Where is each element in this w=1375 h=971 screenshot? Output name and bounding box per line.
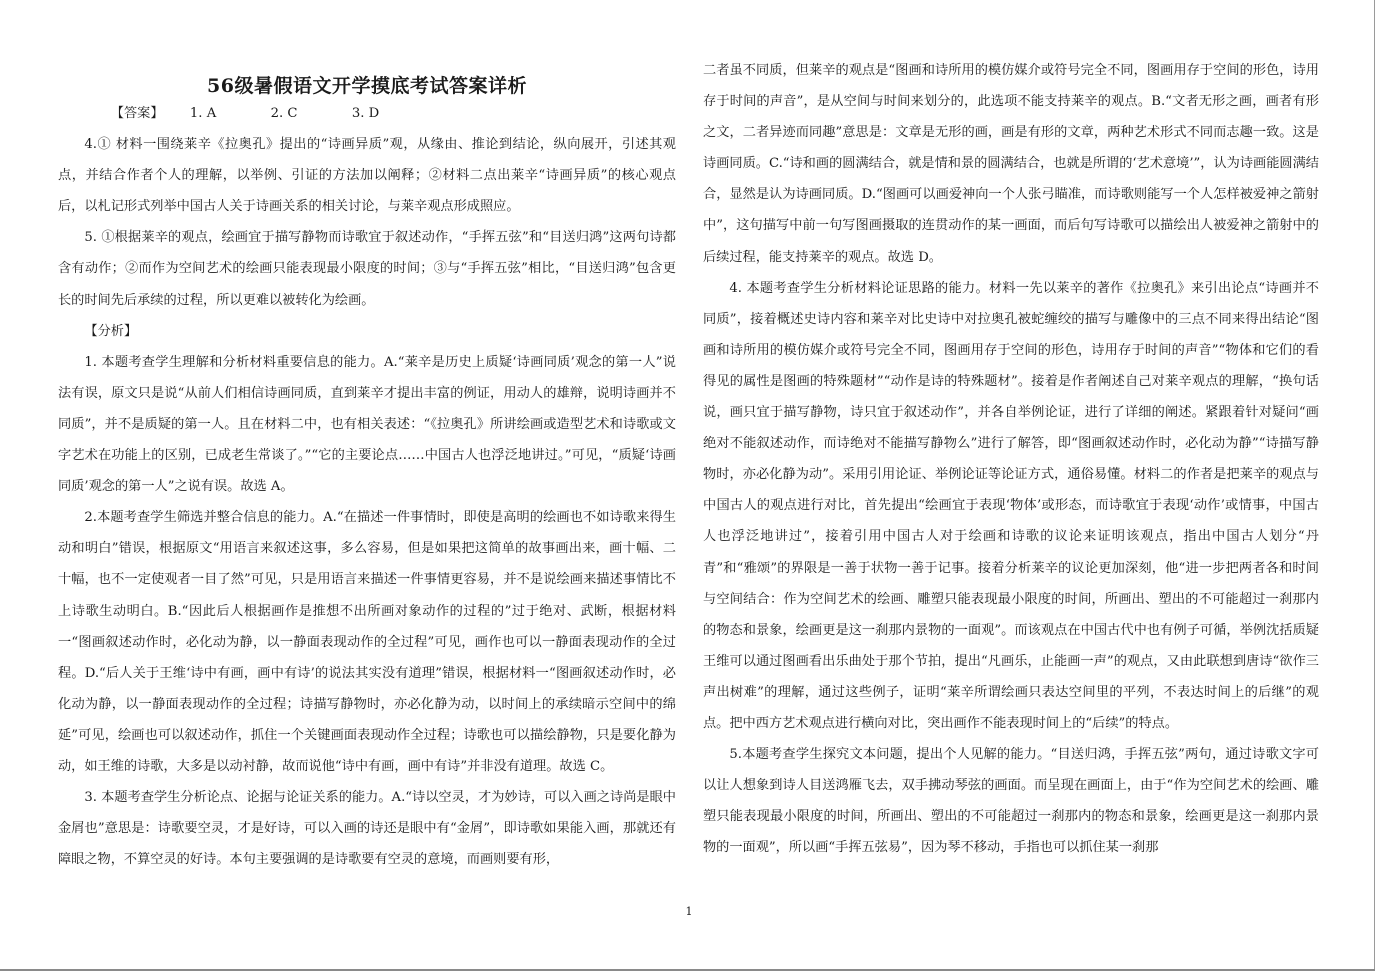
answer-label: 【答案】	[110, 106, 164, 121]
paragraph-analysis-2: 2.本题考查学生筛选并整合信息的能力。A.“在描述一件事情时，即使是高明的绘画也不如诗歌来得生动和明白”错误，根据原文“用语言来叙述这事，多么容易，但是如果把这简单的故事画出来，画十幅、二十幅，也不一定使观者一目了然”可见，只是用语言来描述一件事情更容易，并不是说绘画来描述事情比不上诗歌生动明白。B.“因此后人根据画作是推想不出所画对象动作的过程的”过于绝对、武断，根据材料一“图画叙述动作时，必化动为静，以一静面表现动作的全过程”可见，画作也可以一静面表现动作的全过程。D.“后人关于王维‘诗中有画，画中有诗’的说法其实没有道理”错误，根据材料一“图画叙述动作时，必化动为静，以一静面表现动作的全过程；诗描写静物时，亦必化静为动，以时间上的承续暗示空间中的绵延”可见，绘画也可以叙述动作，抓住一个关键画面表现动作全过程；诗歌也可以描绘静物，只是要化静为动，如王维的诗歌，大多是以动衬静，故而说他“诗中有画，画中有诗”并非没有道理。故选 C。	[58, 510, 676, 774]
left-column	[58, 98, 676, 875]
answer-item-1: 1. A	[189, 106, 217, 121]
analysis-heading: 【分析】	[84, 323, 138, 339]
answer-item-2: 2. C	[270, 106, 298, 121]
page-title: 56级暑假语文开学摸底考试答案详析	[207, 74, 527, 97]
paragraph-answer-4: 4.① 材料一围绕莱辛《拉奥孔》提出的“诗画异质”观，从缘由、推论到结论，纵向展开，引述其观点，并结合作者个人的理解，以举例、引证的方法加以阐释；②材料二点出莱辛“诗画异质”的核心观点后，以札记形式列举中国古人关于诗画关系的相关讨论，与莱辛观点形成照应。	[58, 137, 676, 215]
paragraph-analysis-3-continued: 二者虽不同质，但莱辛的观点是“图画和诗所用的模仿媒介或符号完全不同，图画用存于空间的形色，诗用存于时间的声音”，是从空间与时间来划分的，此选项不能支持莱辛的观点。B.“文者无形之画，画者有形之文，二者异迹而同趣”意思是：文章是无形的画，画是有形的文章，两种艺术形式不同而志趣一致。这是诗画同质。C.“诗和画的圆满结合，就是情和景的圆满结合，也就是所谓的‘艺术意境’”，认为诗画能圆满结合，显然是认为诗画同质。D.“图画可以画爱神向一个人张弓瞄准，而诗歌则能写一个人怎样被爱神之箭射中”，这句描写中前一句写图画摄取的连贯动作的某一画面，而后句写诗歌可以描绘出人被爱神之箭射中的后续过程，能支持莱辛的观点。故选 D。	[703, 63, 1319, 265]
right-column	[703, 55, 1319, 863]
paragraph-analysis-5: 5.本题考查学生探究文本问题，提出个人见解的能力。“目送归鸿，手挥五弦”两句，通过诗歌文字可以让人想象到诗人目送鸿雁飞去，双手拂动琴弦的画面。而呈现在画面上，由于“作为空间艺术的绘画、雕塑只能表现最小限度的时间，所画出、塑出的不可能超过一刹那内的物态和景象，绘画更是这一刹那内景物的一面观”，所以画“手挥五弦易”，因为琴不移动，手指也可以抓住某一刹那	[703, 747, 1319, 856]
paragraph-analysis-3: 3. 本题考查学生分析论点、论据与论证关系的能力。A.“诗以空灵，才为妙诗，可以入画之诗尚是眼中金屑也”意思是：诗歌要空灵，才是好诗，可以入画的诗还是眼中有“金屑”，即诗歌如果能入画，那就还有障眼之物，不算空灵的好诗。本句主要强调的是诗歌要有空灵的意境，而画则要有形，	[58, 790, 676, 868]
answer-line	[58, 98, 676, 129]
answer-item-3: 3. D	[351, 106, 380, 121]
paragraph-analysis-1: 1. 本题考查学生理解和分析材料重要信息的能力。A.“莱辛是历史上质疑‘诗画同质’观念的第一人”说法有误，原文只是说“从前人们相信诗画同质，直到莱辛才提出丰富的例证，用动人的雄辩，说明诗画并不同质”，并不是质疑的第一人。且在材料二中，也有相关表述：“《拉奥孔》所讲绘画或造型艺术和诗歌或文字艺术在功能上的区别，已成老生常谈了。”“它的主要论点……中国古人也浮泛地讲过。”可见，“质疑‘诗画同质’观念的第一人”之说有误。故选 A。	[58, 354, 676, 495]
paragraph-analysis-4: 4. 本题考查学生分析材料论证思路的能力。材料一先以莱辛的著作《拉奥孔》来引出论点“诗画并不同质”，接着概述史诗内容和莱辛对比史诗中对拉奥孔被蛇缠绞的描写与雕像中的三点不同来得出结论“图画和诗所用的模仿媒介或符号完全不同，图画用存于空间的形色，诗用存于时间的声音”“物体和它们的看得见的属性是图画的特殊题材”“动作是诗的特殊题材”。接着是作者阐述自己对莱辛观点的理解，“换句话说，画只宜于描写静物，诗只宜于叙述动作”，并各自举例论证，进行了详细的阐述。紧跟着针对疑问“画绝对不能叙述动作，而诗绝对不能描写静物么”进行了解答，即“图画叙述动作时，必化动为静”“诗描写静物时，亦必化静为动”。采用引用论证、举例论证等论证方式，通俗易懂。材料二的作者是把莱辛的观点与中国古人的观点进行对比，首先提出“绘画宜于表现‘物体’或形态，而诗歌宜于表现‘动作’或情事，中国古人也浮泛地讲过”，接着引用中国古人对于绘画和诗歌的议论来证明该观点，指出中国古人划分“丹青”和“雅颂”的界限是一善于状物一善于记事。接着分析莱辛的议论更加深刻，他“进一步把两者各和时间与空间结合：作为空间艺术的绘画、雕塑只能表现最小限度的时间，所画出、塑出的不可能超过一刹那内的物态和景象，绘画更是这一刹那内景物的一面观”。而该观点在中国古代中也有例子可循，举例沈括质疑王维可以通过图画看出乐曲处于那个节拍，提出“凡画乐，止能画一声”的观点，又由此联想到唐诗“欲作三声出树难”的理解，通过这些例子，证明“莱辛所谓绘画只表达空间里的平列，不表达时间上的后继”的观点。把中西方艺术观点进行横向对比，突出画作不能表现时间上的“后续”的特点。	[703, 280, 1319, 731]
paragraph-answer-5: 5. ①根据莱辛的观点，绘画宜于描写静物而诗歌宜于叙述动作，“手挥五弦”和“目送归鸿”这两句诗都含有动作；②而作为空间艺术的绘画只能表现最小限度的时间；③与“手挥五弦”相比，“目送归鸿”包含更长的时间先后承续的过程，所以更难以被转化为绘画。	[58, 230, 676, 308]
page-number: 1	[685, 905, 693, 918]
